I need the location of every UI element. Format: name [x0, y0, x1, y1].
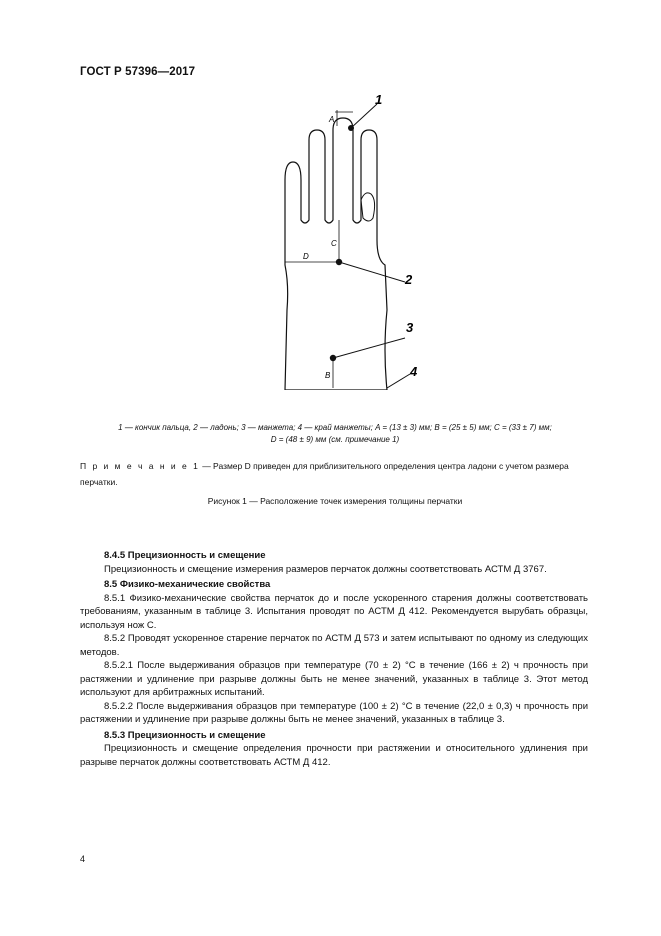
label-B: B: [325, 371, 331, 380]
label-A: A: [329, 115, 335, 124]
label-4: 4: [410, 364, 418, 379]
page-number: 4: [80, 854, 86, 864]
thumb-outline: [361, 193, 375, 221]
label-1: 1: [375, 92, 383, 107]
section-8-4-5-title: 8.4.5 Прецизионность и смещение: [104, 550, 266, 561]
section-8-5-3-text: Прецизионность и смещение определения прочности при растяжении и относительного удлинения при разрыве перчаток должны соответствовать АСТМ Д 412.: [80, 743, 588, 768]
glove-outline: [285, 118, 387, 390]
figure-note: [80, 458, 590, 490]
figure-title: Рисунок 1 — Расположение точек измерения толщины перчатки: [207, 496, 463, 506]
document-header: ГОСТ Р 57396—2017: [80, 66, 196, 78]
label-2: 2: [405, 272, 413, 287]
body-text: [80, 547, 588, 769]
section-8-5-title: 8.5 Физико-механические свойства: [104, 579, 271, 590]
section-8-5-2-2-text: 8.5.2.2 После выдерживания образцов при температуре (100 ± 2) °С в течение (22,0 ± 0,3) ч прочность при растяжении и удлинение при разрыве должны быть не менее значений, указанных в таблице 3.: [80, 700, 588, 725]
caption-line-2: D = (48 ± 9) мм (см. примечание 1): [270, 435, 400, 444]
section-8-5-2-1-text: 8.5.2.1 После выдерживания образцов при температуре (70 ± 2) °С в течение (166 ± 2) ч прочность при растяжении и удлинение при разрыве должны быть не менее значений, указанных в таблице 3. Этот метод используют для арбитражных испытаний.: [80, 660, 588, 698]
label-D: D: [303, 252, 309, 261]
caption-line-1: 1 — кончик пальца, 2 — ладонь; 3 — манжета; 4 — край манжеты; A = (13 ± 3) мм; B = (25 ± 5) мм; C = (33 ± 7) мм;: [118, 423, 552, 432]
glove-figure: [265, 90, 435, 390]
note-lead: П р и м е ч а н и е 1: [80, 461, 200, 471]
section-8-5-2-text: 8.5.2 Проводят ускоренное старение перчаток по АСТМ Д 573 и затем испытывают по одному из следующих методов.: [80, 633, 588, 658]
label-3: 3: [406, 320, 414, 335]
section-8-4-5-text: Прецизионность и смещение измерения размеров перчаток должны соответствовать АСТМ Д 3767.: [104, 563, 547, 575]
section-8-5-3-title: 8.5.3 Прецизионность и смещение: [104, 729, 266, 741]
label-C: C: [331, 239, 337, 248]
section-8-5-1-text: 8.5.1 Физико-механические свойства перчаток до и после ускоренного старения должны соответствовать требованиям, указанным в таблице 3. Испытания проводят по АСТМ Д 412. Рекомендуется вырубать образцы, используя нож С.: [80, 592, 588, 631]
note-text: — Размер D приведен для приблизительного определения центра ладони с учетом размера перчатки.: [80, 461, 569, 487]
figure-caption: [80, 422, 590, 446]
